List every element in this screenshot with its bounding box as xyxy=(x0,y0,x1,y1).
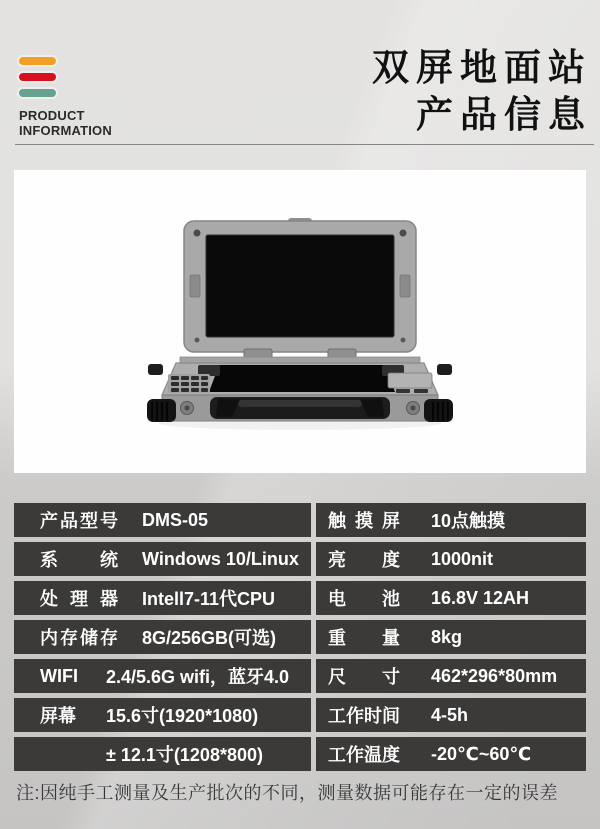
spec-value: DMS-05 xyxy=(142,509,209,530)
spec-value: 8G/256GB(可选) xyxy=(142,628,277,648)
laptop-illustration xyxy=(146,218,454,430)
spec-row-cpu xyxy=(14,581,586,615)
spec-label: 尺寸 xyxy=(328,667,400,687)
product-photo-panel xyxy=(14,170,586,473)
spec-row-screen2 xyxy=(14,737,586,771)
spec-row-model xyxy=(14,503,586,537)
spec-value: 1000nit xyxy=(431,548,494,569)
spec-cell-left xyxy=(14,620,311,654)
spec-cell-left xyxy=(14,737,311,771)
spec-row-wifi xyxy=(14,659,586,693)
logo-bar-red xyxy=(19,73,56,81)
spec-cell-right xyxy=(316,503,586,537)
spec-value: Windows 10/Linux xyxy=(142,548,299,569)
spec-table xyxy=(14,503,586,771)
spec-value: ± 12.1寸(1208*800) xyxy=(106,745,263,765)
spec-row-screen xyxy=(14,698,586,732)
spec-label: 屏幕 xyxy=(40,706,76,726)
spec-label: 工作温度 xyxy=(328,745,400,765)
logo-bar-orange xyxy=(19,57,56,65)
spec-value: 462*296*80mm xyxy=(431,665,558,686)
spec-cell-right xyxy=(316,698,586,732)
spec-label: WIFI xyxy=(40,665,78,686)
spec-label: 产品型号 xyxy=(40,511,118,531)
spec-cell-left xyxy=(14,698,311,732)
spec-row-system xyxy=(14,542,586,576)
spec-label: 亮度 xyxy=(328,550,400,570)
header-divider xyxy=(15,144,594,145)
spec-cell-right xyxy=(316,581,586,615)
spec-cell-left xyxy=(14,542,311,576)
spec-cell-right xyxy=(316,737,586,771)
measurement-disclaimer: 注:因纯手工测量及生产批次的不同，测量数据可能存在一定的误差 xyxy=(16,783,558,803)
spec-cell-left xyxy=(14,581,311,615)
spec-label: 重量 xyxy=(328,628,400,648)
spec-row-memory xyxy=(14,620,586,654)
spec-value: 15.6寸(1920*1080) xyxy=(106,706,259,726)
spec-value: -20℃~60℃ xyxy=(431,743,532,764)
spec-label: 处理器 xyxy=(40,589,118,609)
spec-label: 系统 xyxy=(40,550,118,570)
spec-value: 10点触摸 xyxy=(431,511,506,531)
brand-logo xyxy=(19,57,112,138)
page-title-line1: 双屏地面站 xyxy=(372,47,592,88)
spec-value: 4-5h xyxy=(431,704,469,725)
spec-value: Intell7-11代CPU xyxy=(142,589,276,609)
spec-label: 内存储存 xyxy=(40,628,118,648)
spec-value: 2.4/5.6G wifi，蓝牙4.0 xyxy=(106,667,290,687)
spec-cell-right xyxy=(316,659,586,693)
page-title xyxy=(372,44,592,138)
brand-label-line2: INFORMATION xyxy=(19,123,112,138)
spec-label: 触摸屏 xyxy=(328,511,400,531)
spec-cell-left xyxy=(14,503,311,537)
page-title-line2: 产品信息 xyxy=(416,94,592,135)
spec-label: 工作时间 xyxy=(328,706,400,726)
spec-label: 电池 xyxy=(328,589,400,609)
brand-label-line1: PRODUCT xyxy=(19,108,85,123)
spec-cell-right xyxy=(316,620,586,654)
spec-cell-left xyxy=(14,659,311,693)
spec-cell-right xyxy=(316,542,586,576)
brand-label xyxy=(19,108,112,138)
logo-bar-teal xyxy=(19,89,56,97)
spec-value: 8kg xyxy=(431,626,463,647)
spec-value: 16.8V 12AH xyxy=(431,587,530,608)
